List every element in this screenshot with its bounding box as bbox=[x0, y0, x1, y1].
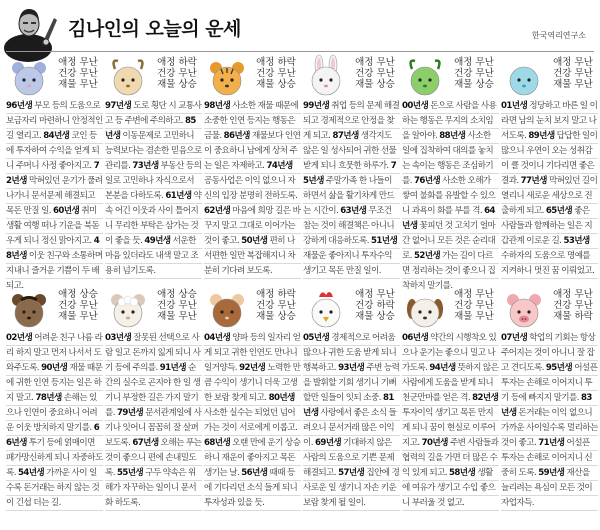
luck-rating: 재물 무난 bbox=[157, 311, 197, 322]
fortune-sentence: 가까운 사이 일수록 돈거래는 하지 않는 것이 긴섭 더는 길. bbox=[6, 468, 100, 508]
birth-year: 70년생 bbox=[421, 438, 448, 448]
fortune-sentence: 손해는 있으나 인연이 중요하니 어려운 이웃 방치하지 말기를. bbox=[6, 393, 98, 433]
luck-ratings bbox=[548, 57, 598, 90]
fortune-sentence: 공동사업은 이익 없으니 자신의 입장 분명히 전하도록. bbox=[204, 176, 298, 201]
birth-year: 87년생 bbox=[332, 131, 359, 141]
fortune-sentence: 도로 횡단 시 교통사고 등 주변에 주의하고. bbox=[105, 101, 202, 126]
birth-year: 80년생 bbox=[268, 393, 295, 403]
luck-rating: 건강 하락 bbox=[355, 300, 395, 311]
luck-rating: 애정 무난 bbox=[58, 57, 98, 68]
luck-rating: 건강 무난 bbox=[256, 68, 296, 79]
birth-year: 02년생 bbox=[6, 333, 33, 343]
luck-rating: 재물 무난 bbox=[58, 311, 98, 322]
luck-rating: 애정 하락 bbox=[256, 57, 296, 68]
fortune-text bbox=[501, 99, 598, 280]
fortune-sentence: 투기 등에 얽매이면 패가망신하게 되니 자중하도록. bbox=[6, 438, 103, 478]
luck-ratings bbox=[53, 57, 103, 90]
monkey-icon bbox=[205, 287, 249, 331]
luck-rating: 애정 무난 bbox=[355, 57, 395, 68]
fortune-sentence: 학업의 기회는 항상 주어지는 것이 아니니 잘 잡고 견디도록. bbox=[501, 333, 596, 373]
zodiac-cell-header bbox=[6, 287, 103, 332]
fortune-sentence: 노력한 만큼 수익이 생기니 더욱 고생한 보람 찾게 되고. bbox=[204, 363, 301, 403]
luck-rating: 건강 무난 bbox=[157, 68, 197, 79]
fortune-sentence: 답답한 일이 많으니 우연이 오는 성취감이 클 것이니 기다리면 좋은 결과. bbox=[501, 131, 598, 186]
luck-rating: 애정 무난 bbox=[355, 289, 395, 300]
birth-year: 94년생 bbox=[429, 363, 456, 373]
luck-rating: 건강 무난 bbox=[454, 68, 494, 79]
fortune-sentence: 때때 등에 기다리던 소식 들게 되니 투자성과 있을 듯. bbox=[204, 468, 298, 508]
luck-rating: 건강 무난 bbox=[553, 68, 593, 79]
dragon-icon bbox=[403, 55, 447, 99]
birth-year: 01년생 bbox=[501, 101, 528, 111]
birth-year: 04년생 bbox=[204, 333, 231, 343]
luck-rating: 재물 상승 bbox=[256, 311, 296, 322]
zodiac-cell-header bbox=[6, 55, 103, 100]
fortune-sentence: 취미생활 여행 떠나 기운을 북돋우게 되니 정신 맑아지고. bbox=[6, 206, 100, 246]
birth-year: 52년생 bbox=[413, 251, 441, 261]
fortune-sentence: 막혀있던 길이 열리니 새로운 세상으로 진출하게 되고. bbox=[501, 176, 598, 216]
luck-rating: 애정 무난 bbox=[553, 289, 593, 300]
fortune-sentence: 코인 등에 투자하여 수익을 얻게 되니 주머니 사정 좋아지고. bbox=[6, 131, 100, 171]
birth-year: 77년생 bbox=[520, 176, 547, 186]
birth-year: 60년생 bbox=[53, 206, 80, 216]
luck-rating: 재물 상승 bbox=[256, 79, 296, 90]
zodiac-grid bbox=[6, 55, 596, 530]
birth-year: 57년생 bbox=[338, 468, 365, 478]
birth-year: 68년생 bbox=[204, 438, 231, 448]
luck-rating: 재물 상승 bbox=[454, 79, 494, 90]
birth-year: 76년생 bbox=[413, 176, 441, 186]
luck-rating: 재물 상승 bbox=[355, 311, 395, 322]
birth-year: 54년생 bbox=[17, 468, 45, 478]
birth-year: 61년생 bbox=[165, 191, 192, 201]
zodiac-cell-ox bbox=[105, 55, 202, 280]
fortune-sentence: 이웃 친구와 소통하며 지내니 즐거운 기쁨이 두 배 되고. bbox=[6, 251, 103, 291]
birth-year: 65년생 bbox=[545, 206, 573, 216]
luck-rating: 건강 무난 bbox=[58, 68, 98, 79]
luck-ratings bbox=[449, 289, 499, 322]
zodiac-cell-header bbox=[204, 287, 301, 332]
fortune-sentence: 어설픈 투자는 손해로 이어지니 투기 등에 빠지지 말기를. bbox=[501, 363, 598, 403]
fortune-sentence: 투자이익 생기고 목돈 만지게 되니 꿈이 현실로 이루어지고. bbox=[402, 408, 496, 448]
dog-icon bbox=[403, 287, 447, 331]
zodiac-cell-header bbox=[303, 287, 400, 332]
fortune-sentence: 부동산 등의 일로 고민하나 자식으로서 본분을 다하도록. bbox=[105, 161, 202, 201]
header bbox=[0, 0, 600, 52]
luck-rating: 재물 하락 bbox=[553, 311, 593, 322]
birth-year: 59년생 bbox=[538, 468, 565, 478]
birth-year: 48년생 bbox=[6, 236, 100, 261]
luck-rating: 애정 무난 bbox=[553, 57, 593, 68]
zodiac-cell-sheep bbox=[105, 287, 202, 512]
zodiac-cell-rat bbox=[6, 55, 103, 291]
luck-rating: 건강 무난 bbox=[355, 68, 395, 79]
birth-year: 69년생 bbox=[314, 438, 342, 448]
fortune-sentence: 취업 등의 문제 해결되고 경제적으로 안정을 찾게 되고. bbox=[303, 101, 400, 141]
birth-year: 82년생 bbox=[472, 393, 499, 403]
birth-year: 92년생 bbox=[239, 363, 266, 373]
fortune-text bbox=[303, 331, 400, 512]
zodiac-cell-horse bbox=[6, 287, 103, 512]
fortune-sentence: 오랜 만에 운기 상승하니 재운이 좋아지고 목돈 생기는 날. bbox=[204, 438, 301, 478]
fortune-sentence: 순간의 실수로 곤지야 한 일 생기니 부정한 길은 가지 말기를. bbox=[105, 363, 201, 418]
fortune-sentence: 돈으로 사람을 사용하는 행동은 무지의 소치임을 알아야. bbox=[402, 101, 497, 141]
fortune-sentence: 정당하고 바른 일 이라면 남의 눈치 보지 말고 나서도록. bbox=[501, 101, 598, 141]
fortune-sentence: 약속 어긴 이웃과 사이 틀어지니 무리한 부탁은 삼가는 것이 좋을 듯. bbox=[105, 191, 202, 246]
birth-year: 75년생 bbox=[303, 161, 397, 186]
ox-icon bbox=[106, 55, 150, 99]
zodiac-cell-header bbox=[105, 55, 202, 100]
luck-rating: 애정 하락 bbox=[256, 289, 296, 300]
luck-rating: 애정 하락 bbox=[157, 57, 197, 68]
birth-year: 49년생 bbox=[144, 236, 171, 246]
luck-rating: 재물 무난 bbox=[454, 311, 494, 322]
luck-rating: 재물 무난 bbox=[553, 79, 593, 90]
fortune-sentence: 생각지도 않은 일 성사되어 귀한 선물 받게 되니 흐뭇한 하루가. bbox=[303, 131, 397, 171]
birth-year: 62년생 bbox=[204, 206, 231, 216]
fortune-sentence: 재산을 늘리려는 욕심이 모든 것이 자업자득. bbox=[501, 468, 593, 508]
birth-year: 71년생 bbox=[538, 438, 565, 448]
zodiac-cell-pig bbox=[501, 287, 598, 512]
fortune-sentence: 주말가족 한 나들이 하면서 삶을 활기차게 만드는 시간이. bbox=[303, 176, 395, 216]
source-label: 한국역리연구소 bbox=[531, 31, 586, 40]
fortune-sentence: 집안에 경사로운 일 생기니 자손 키운 보람 찾게 될 일이. bbox=[303, 468, 400, 508]
fortune-sentence: 경제적으로 어려움 많으나 귀한 도움 받게 되니 행복하고. bbox=[303, 333, 397, 373]
fortune-sentence: 주변 능력을 발휘할 기회 생기니 기뻐할만 일들이 잇되 소중. bbox=[303, 363, 400, 403]
fortune-sentence: 사소한 실수는 되었던 넘어가는 것이 서로에게 이롭고. bbox=[204, 408, 298, 433]
fortune-sentence: 부모 등의 도움으로 보금자리 마련하니 안정적인 길 열리고. bbox=[6, 101, 103, 141]
zodiac-cell-header bbox=[303, 55, 400, 100]
birth-year: 88년생 bbox=[439, 131, 466, 141]
snake-icon bbox=[502, 55, 546, 99]
zodiac-cell-dog bbox=[402, 287, 499, 512]
birth-year: 79년생 bbox=[116, 408, 144, 418]
fortune-sentence: 사소한 오해가 쌓여 불화를 유발할 수 있으니 과욕이 화를 부를 격. bbox=[402, 176, 496, 216]
luck-rating: 애정 상승 bbox=[58, 289, 98, 300]
birth-year: 05년생 bbox=[303, 333, 330, 343]
birth-year: 55년생 bbox=[116, 468, 144, 478]
luck-rating: 재물 상승 bbox=[157, 79, 197, 90]
birth-year: 56년생 bbox=[241, 468, 268, 478]
zodiac-cell-header bbox=[501, 287, 598, 332]
fortune-text bbox=[204, 99, 301, 280]
luck-rating: 건강 무난 bbox=[256, 300, 296, 311]
fortune-sentence: 재물 때문에 귀한 인연 등지는 일은 하지 말고. bbox=[6, 363, 103, 403]
luck-rating: 재물 상승 bbox=[355, 79, 395, 90]
birth-year: 95년생 bbox=[545, 363, 573, 373]
fortune-sentence: 양파 등의 일자리 얻게 되고 귀한 인연도 만나니 일거양득. bbox=[204, 333, 301, 373]
fortune-sentence: 사랑에서 좋은 소식 들려오니 문서거래 많은 이익이. bbox=[303, 408, 397, 448]
fortune-text bbox=[402, 99, 499, 291]
fortune-text bbox=[501, 331, 598, 512]
birth-year: 64년생 bbox=[402, 206, 495, 231]
birth-year: 86년생 bbox=[223, 131, 250, 141]
zodiac-cell-tiger bbox=[204, 55, 301, 280]
luck-ratings bbox=[350, 57, 400, 90]
header-rule bbox=[6, 51, 594, 52]
luck-ratings bbox=[152, 57, 202, 90]
fortune-sentence: 생활에 여유가 생기고 수입 좋으니 부러울 것 없고. bbox=[402, 468, 496, 508]
fortune-text bbox=[204, 331, 301, 512]
birth-year: 67년생 bbox=[132, 438, 159, 448]
zodiac-cell-monkey bbox=[204, 287, 301, 512]
birth-year: 51년생 bbox=[371, 236, 398, 246]
zodiac-cell-header bbox=[204, 55, 301, 100]
birth-year: 91년생 bbox=[159, 363, 186, 373]
rabbit-icon bbox=[304, 55, 348, 99]
zodiac-cell-dragon bbox=[402, 55, 499, 291]
fortune-sentence: 좋은 사람들과 함께하는 일은 지갑관계 이로운 길. bbox=[501, 206, 593, 246]
tiger-icon bbox=[205, 55, 249, 99]
fortune-sentence: 마음에 희망 길은 바꾸지 말고 그대로 이어가는 것이 좋고. bbox=[204, 206, 301, 246]
birth-year: 99년생 bbox=[303, 101, 330, 111]
birth-year: 06년생 bbox=[402, 333, 429, 343]
birth-year: 78년생 bbox=[35, 393, 62, 403]
birth-year: 53년생 bbox=[563, 236, 590, 246]
zodiac-cell-header bbox=[105, 287, 202, 332]
author-portrait bbox=[8, 4, 60, 50]
birth-year: 84년생 bbox=[43, 131, 70, 141]
page-title: 김나인의 오늘의 운세 bbox=[68, 18, 241, 40]
zodiac-cell-rooster bbox=[303, 287, 400, 512]
birth-year: 50년생 bbox=[241, 236, 268, 246]
birth-year: 85년생 bbox=[105, 116, 196, 141]
birth-year: 98년생 bbox=[204, 101, 231, 111]
fortune-sentence: 뜻하지 않은 사람에게 도움을 받게 되니 천군만마를 얻은 격. bbox=[402, 363, 499, 403]
zodiac-cell-snake bbox=[501, 55, 598, 280]
luck-rating: 애정 무난 bbox=[454, 289, 494, 300]
fortune-sentence: 재물운 좋아지니 투자수익 생기고 목돈 만질 일이. bbox=[303, 251, 392, 276]
fortune-sentence: 문서관계일에 사기나 잇어니 꼼꼼히 잘 살펴보도록. bbox=[105, 408, 202, 448]
fortune-sentence: 약간의 시행착오 있으나 운기는 좋으니 밀고 나가도록. bbox=[402, 333, 497, 373]
birth-year: 00년생 bbox=[402, 101, 429, 111]
birth-year: 66년생 bbox=[6, 423, 100, 448]
sheep-icon bbox=[106, 287, 150, 331]
fortune-sentence: 꽃피던 것 고치기 얼마간 없어니 모든 것은 순리대로. bbox=[402, 221, 496, 261]
fortune-sentence: 어설픈 투자는 손해로 이어지니 신중히 도록. bbox=[501, 438, 593, 478]
luck-ratings bbox=[152, 289, 202, 322]
luck-rating: 건강 무난 bbox=[553, 300, 593, 311]
fortune-sentence: 어려운 친구 나름 라리 하지 말고 먼저 나서서 도와주도록. bbox=[6, 333, 103, 373]
fortune-sentence: 이동문제로 고민하니 능력보다는 겸손한 믿음으로 관리를. bbox=[105, 131, 202, 171]
birth-year: 03년생 bbox=[105, 333, 132, 343]
luck-rating: 건강 무난 bbox=[454, 300, 494, 311]
luck-ratings bbox=[251, 57, 301, 90]
birth-year: 97년생 bbox=[105, 101, 132, 111]
zodiac-cell-rabbit bbox=[303, 55, 400, 280]
birth-year: 73년생 bbox=[132, 161, 159, 171]
birth-year: 63년생 bbox=[340, 206, 367, 216]
fortune-text bbox=[6, 99, 103, 291]
luck-ratings bbox=[350, 289, 400, 322]
luck-ratings bbox=[53, 289, 103, 322]
fortune-sentence: 서운한 마음 있더라도 내색 말고 조용히 넘기도록. bbox=[105, 236, 199, 276]
luck-rating: 건강 무난 bbox=[58, 300, 98, 311]
birth-year: 74년생 bbox=[266, 161, 293, 171]
fortune-sentence: 돈거래는 이익 없으니 가까운 사이일수록 멀리하는 것이 좋고. bbox=[501, 408, 598, 448]
rat-icon bbox=[7, 55, 51, 99]
fortune-sentence: 무조건 참는 것이 해결책은 아니니 강하게 대응하도록. bbox=[303, 206, 395, 246]
fortune-sentence: 사소한 재물 때문에 소중한 인연 등지는 행동은 금물. bbox=[204, 101, 299, 141]
fortune-sentence: 구두 약속은 위해가 자꾸하는 일이니 문서화 하도록. bbox=[105, 468, 197, 508]
luck-rating: 애정 무난 bbox=[454, 57, 494, 68]
birth-year: 93년생 bbox=[338, 363, 365, 373]
zodiac-cell-header bbox=[501, 55, 598, 100]
luck-rating: 애정 상승 bbox=[157, 289, 197, 300]
fortune-text bbox=[303, 99, 400, 280]
birth-year: 90년생 bbox=[41, 363, 68, 373]
zodiac-cell-header bbox=[402, 287, 499, 332]
birth-year: 83년생 bbox=[501, 393, 592, 418]
fortune-text bbox=[402, 331, 499, 512]
fortune-sentence: 수하자의 도움으로 명예를 지켜하니 멋진 꿈 이뤄었고. bbox=[501, 251, 595, 276]
luck-rating: 건강 무난 bbox=[157, 300, 197, 311]
luck-ratings bbox=[548, 289, 598, 322]
horse-icon bbox=[7, 287, 51, 331]
fortune-sentence: 오해는 푸는 것이 좋으니 편에 손내밀도록. bbox=[105, 438, 202, 478]
birth-year: 81년생 bbox=[303, 393, 394, 418]
birth-year: 89년생 bbox=[528, 131, 555, 141]
birth-year: 07년생 bbox=[501, 333, 528, 343]
fortune-sentence: 편히 나서편한 일만 복잡해지니 차분히 기다려 보도록. bbox=[204, 236, 296, 276]
luck-rating: 재물 무난 bbox=[58, 79, 98, 90]
birth-year: 96년생 bbox=[6, 101, 33, 111]
pig-icon bbox=[502, 287, 546, 331]
fortune-sentence: 가는 길이 다르면 정리하는 것이 좋으니 집착하지 말기를. bbox=[402, 251, 496, 291]
fortune-text bbox=[105, 99, 202, 280]
birth-year: 72년생 bbox=[6, 161, 100, 186]
fortune-sentence: 막혀있던 운기가 풀려나가니 문서문제 해결되고 목돈 만질 일. bbox=[6, 176, 103, 216]
fortune-sentence: 잘못된 선택으로 사람 일고 돈까지 잃게 되니 사기 등에 주의를. bbox=[105, 333, 201, 373]
birth-year: 58년생 bbox=[449, 468, 476, 478]
luck-ratings bbox=[449, 57, 499, 90]
fortune-sentence: 기대하지 않은 사람의 도움으로 기쁜 문제 해결되고. bbox=[303, 438, 395, 478]
fortune-text bbox=[6, 331, 103, 512]
zodiac-cell-header bbox=[402, 55, 499, 100]
fortune-sentence: 재물보다 인연이 중요하니 남에게 상처 주는 일은 자제하고. bbox=[204, 131, 301, 171]
rooster-icon bbox=[304, 287, 348, 331]
fortune-sentence: 사소한 일에 집착하여 대의를 놓치는 속이는 행동은 조심하기를. bbox=[402, 131, 494, 186]
fortune-sentence: 주변 사람들과 협력의 길을 가면 더 많은 수익 있게 되고. bbox=[402, 438, 499, 478]
luck-ratings bbox=[251, 289, 301, 322]
fortune-text bbox=[105, 331, 202, 512]
